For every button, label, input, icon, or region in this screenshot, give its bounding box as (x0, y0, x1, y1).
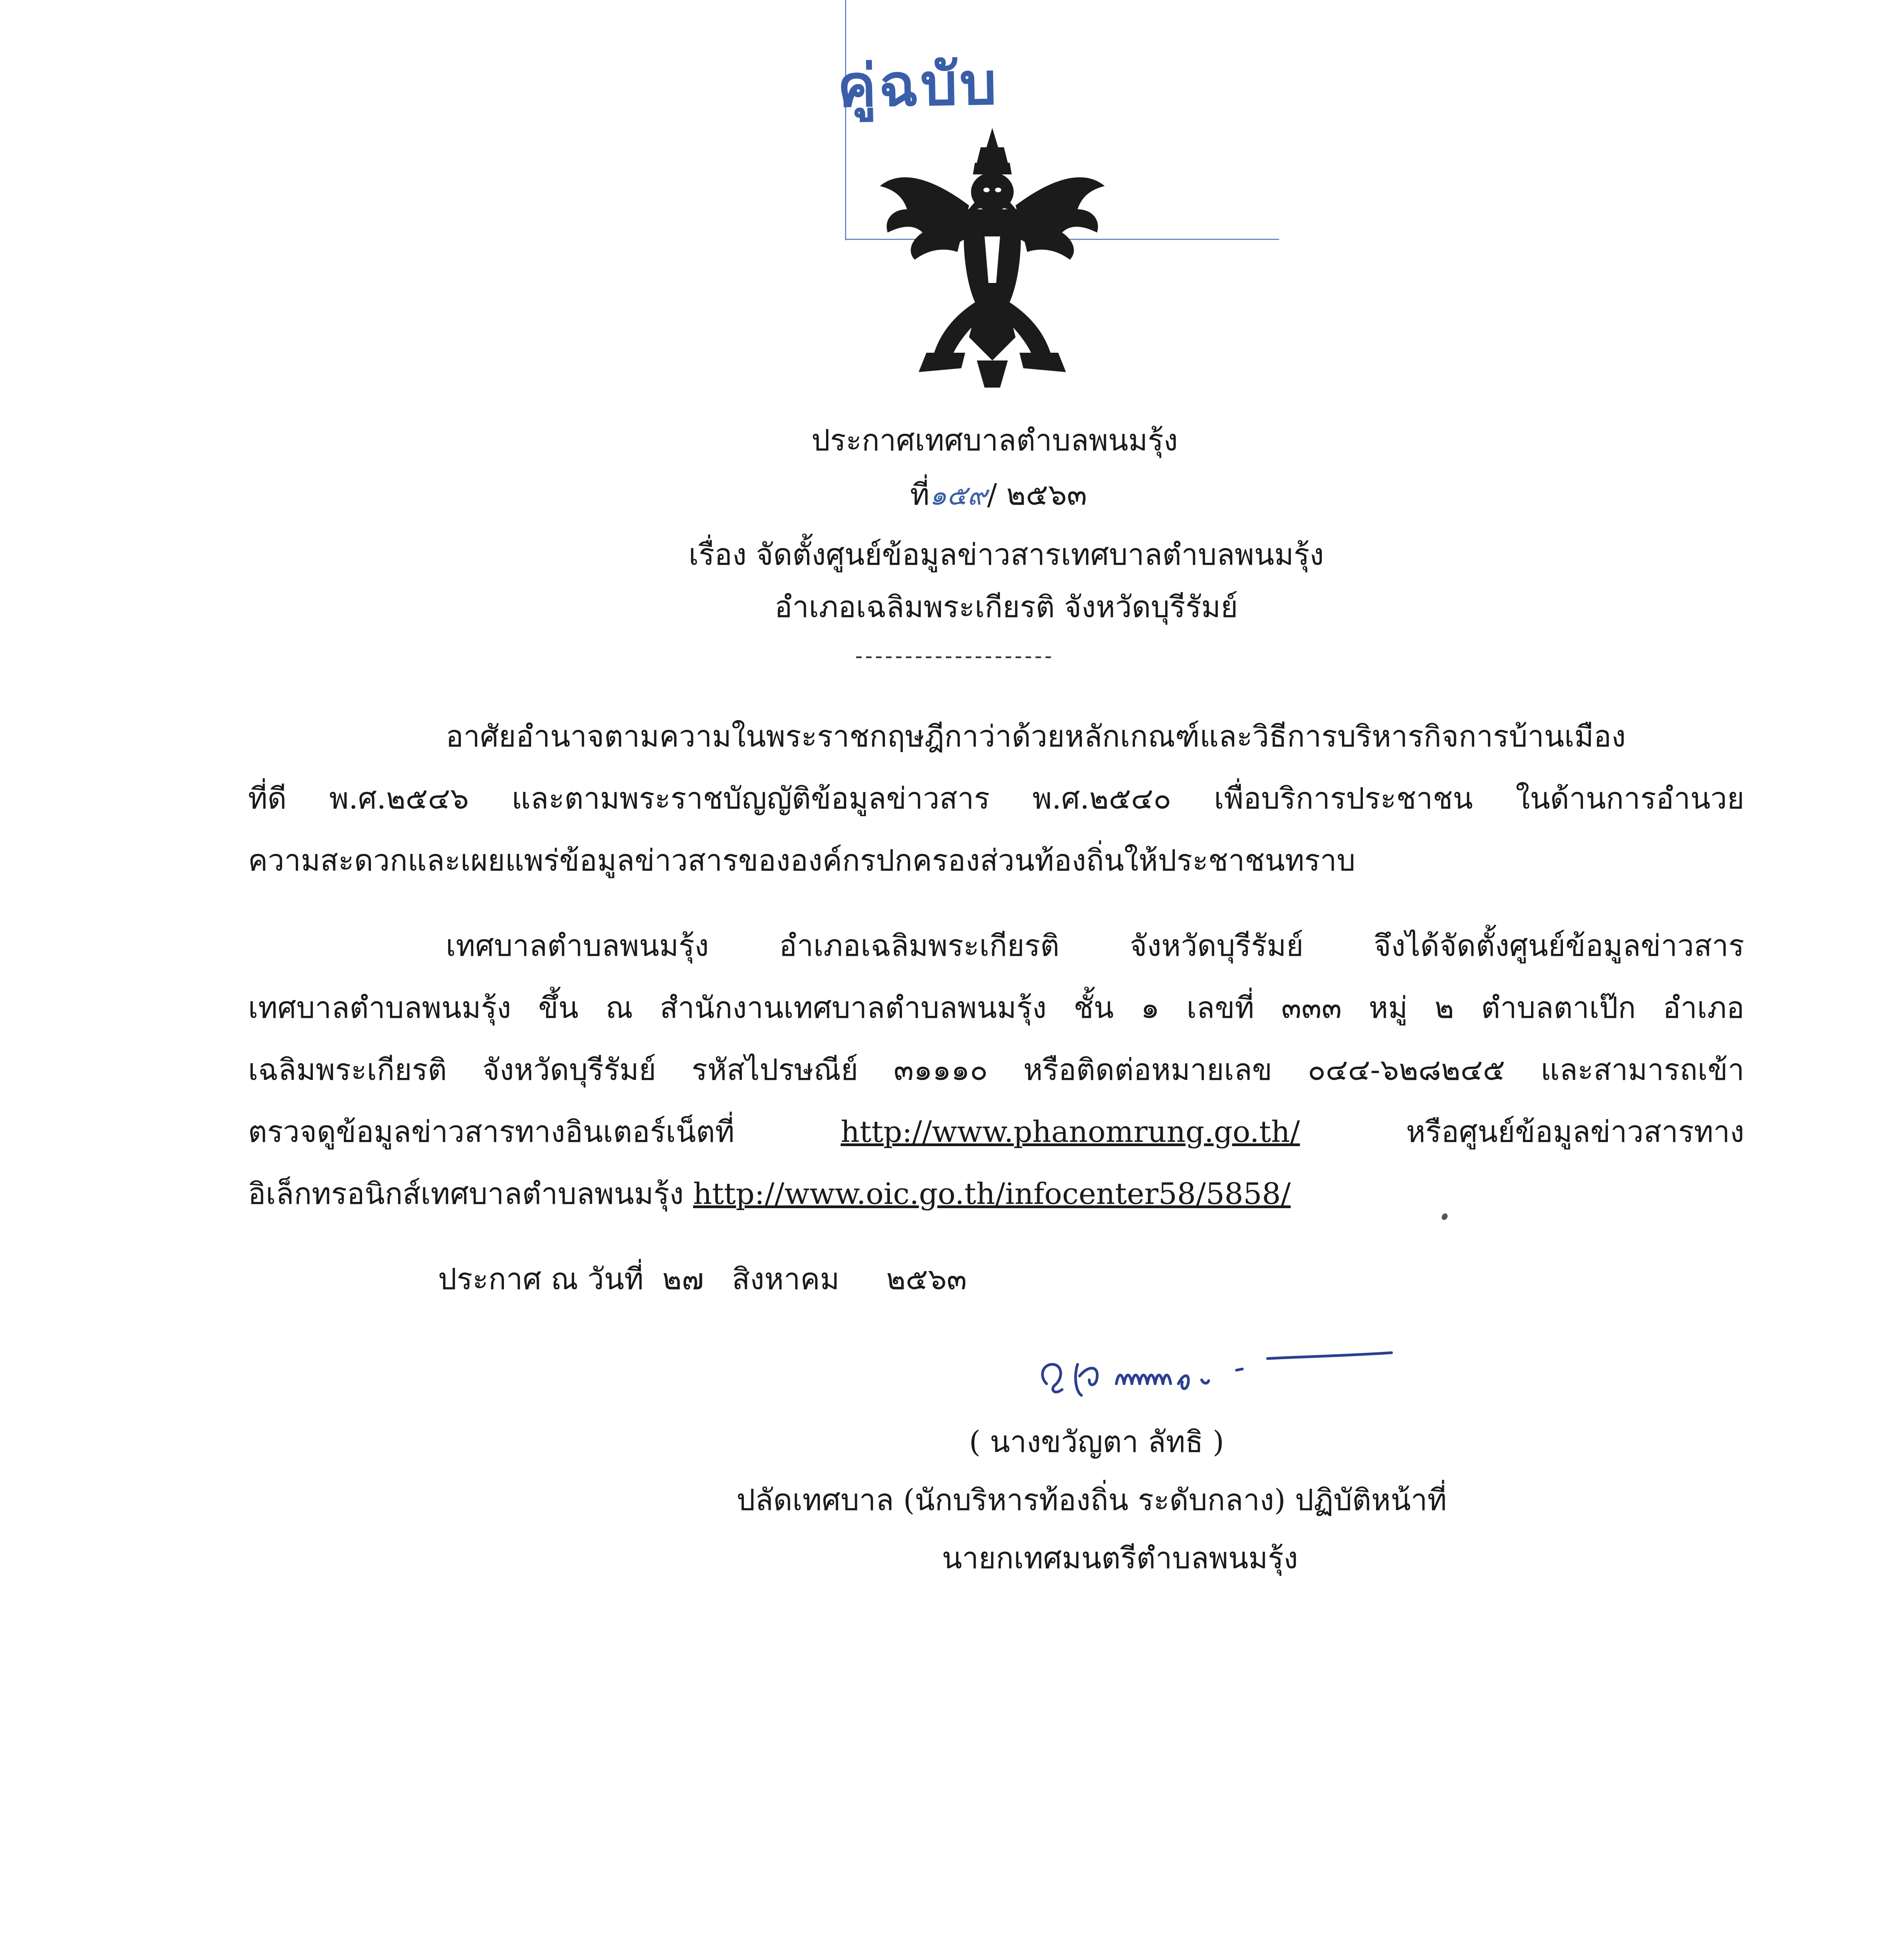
signatory-acting-role: นายกเทศมนตรีตำบลพนมรุ้ง (942, 1541, 1298, 1575)
signatory-position: ปลัดเทศบาล (นักบริหารท้องถิ่น ระดับกลาง) ปฏิบัติหน้าที่ (736, 1483, 1447, 1517)
number-prefix: ที่ (910, 477, 930, 512)
paragraph-line: เฉลิมพระเกียรติ จังหวัดบุรีรัมย์ รหัสไปรษณีย์ ๓๑๑๑๐ หรือติดต่อหมายเลข ๐๔๔-๖๒๘๒๔๕ และสามารถเข้า (248, 1052, 1744, 1087)
number-suffix: / ๒๕๖๓ (987, 477, 1087, 512)
text-segment: หรือศูนย์ข้อมูลข่าวสารทาง (1300, 1114, 1744, 1149)
website-link[interactable]: http://www.phanomrung.go.th/ (840, 1114, 1300, 1149)
paragraph-line: เทศบาลตำบลพนมรุ้ง อำเภอเฉลิมพระเกียรติ จังหวัดบุรีรัมย์ จึงได้จัดตั้งศูนย์ข้อมูลข่าวสาร (446, 928, 1744, 963)
paragraph-line: เทศบาลตำบลพนมรุ้ง ขึ้น ณ สำนักงานเทศบาลตำบลพนมรุ้ง ชั้น ๑ เลขที่ ๓๓๓ หมู่ ๒ ตำบลตาเป๊ก อำเภอ (248, 990, 1744, 1025)
announcement-date: ประกาศ ณ วันที่ ๒๗ สิงหาคม ๒๕๖๓ (438, 1262, 967, 1296)
text-segment: อิเล็กทรอนิกส์เทศบาลตำบลพนมรุ้ง (248, 1176, 693, 1211)
paragraph-line: ที่ดี พ.ศ.๒๕๔๖ และตามพระราชบัญญัติข้อมูลข่าวสาร พ.ศ.๒๕๔๐ เพื่อบริการประชาชน ในด้านการอำนวย (248, 781, 1744, 816)
divider: -------------------- (852, 643, 1052, 669)
handwritten-signature (1031, 1341, 1399, 1415)
paragraph-establishment (248, 915, 1744, 1225)
copy-stamp: คู่ฉบับ (836, 50, 1000, 121)
subject-location: อำเภอเฉลิมพระเกียรติ จังหวัดบุรีรัมย์ (774, 590, 1238, 624)
paragraph-line: ความสะดวกและเผยแพร่ข้อมูลข่าวสารขององค์กรปกครองส่วนท้องถิ่นให้ประชาชนทราบ (248, 843, 1356, 878)
handwritten-number: ๑๕๙ (929, 479, 987, 511)
announcement-number (47, 477, 1904, 512)
infocenter-link[interactable]: http://www.oic.go.th/infocenter58/5858/ (693, 1176, 1291, 1211)
paragraph-authority (248, 705, 1744, 891)
signatory-name: ( นางขวัญตา ลัทธิ ) (969, 1424, 1224, 1459)
paragraph-line (248, 1101, 1744, 1163)
subject-line: เรื่อง จัดตั้งศูนย์ข้อมูลข่าวสารเทศบาลตำบลพนมรุ้ง (688, 537, 1324, 572)
garuda-emblem-icon (868, 120, 1116, 399)
paragraph-line (248, 1163, 1744, 1225)
paragraph-line: อาศัยอำนาจตามความในพระราชกฤษฎีกาว่าด้วยหลักเกณฑ์และวิธีการบริหารกิจการบ้านเมือง (446, 719, 1626, 753)
announcement-title: ประกาศเทศบาลตำบลพนมรุ้ง (811, 423, 1178, 457)
text-segment: ตรวจดูข้อมูลข่าวสารทางอินเตอร์เน็ตที่ (248, 1114, 841, 1149)
